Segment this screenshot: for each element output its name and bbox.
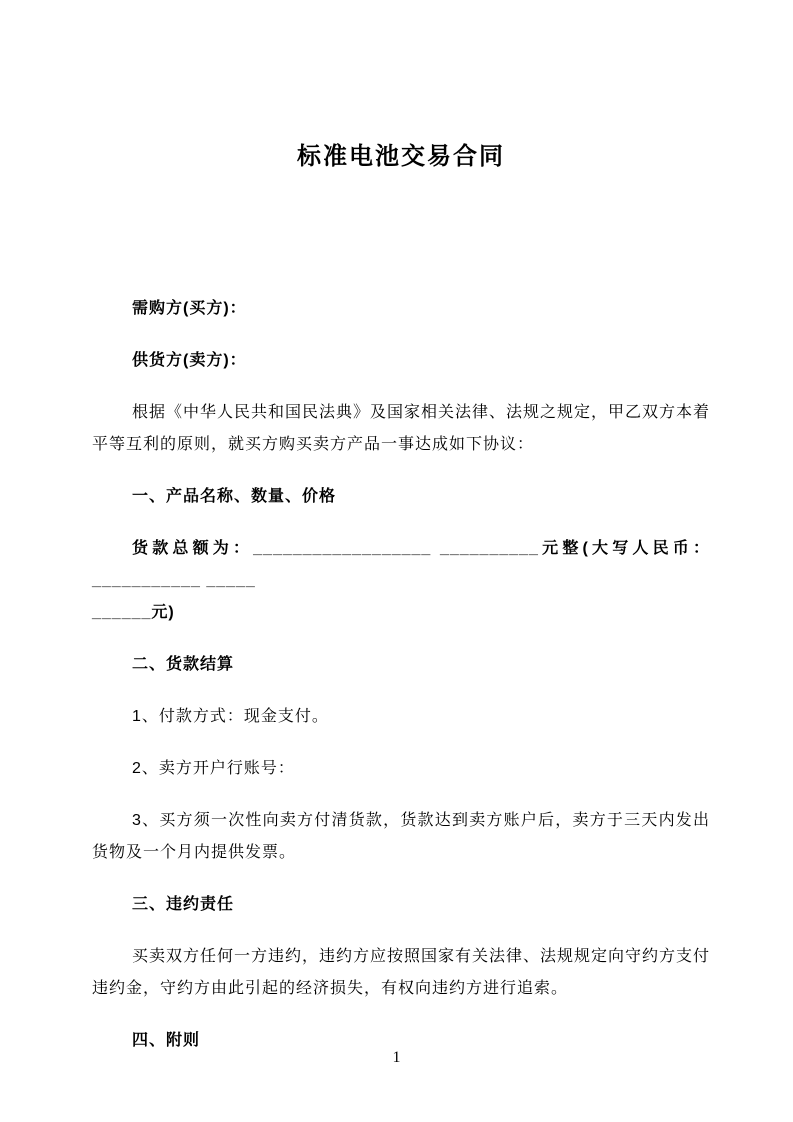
- payment-method-item: 1、付款方式：现金支付。: [132, 708, 329, 725]
- section-3-heading: 三、违约责任: [132, 896, 235, 913]
- document-title: 标准电池交易合同: [297, 143, 505, 170]
- page-number: 1: [392, 1049, 401, 1066]
- section-2-heading: 二、货款结算: [132, 656, 235, 673]
- total-amount-line-1: 货款总额为：__________________ __________元整(大写人民币：___________ _____: [92, 540, 710, 589]
- total-amount-paragraph: [92, 533, 710, 629]
- payment-terms-item: 3、买方须一次性向卖方付清货款，货款达到卖方账户后，卖方于三天内发出货物及一个月内提供发票。: [92, 812, 710, 861]
- buyer-party-label: 需购方(买方)：: [132, 300, 247, 317]
- section-1-heading: 一、产品名称、数量、价格: [132, 488, 337, 505]
- seller-party-label: 供货方(卖方)：: [132, 352, 247, 369]
- preamble-paragraph: 根据《中华人民共和国民法典》及国家相关法律、法规之规定，甲乙双方本着平等互利的原则，就买方购买卖方产品一事达成如下协议：: [92, 404, 711, 453]
- breach-liability-paragraph: 买卖双方任何一方违约，违约方应按照国家有关法律、法规规定向守约方支付违约金，守约方由此引起的经济损失，有权向违约方进行追索。: [92, 948, 711, 997]
- total-amount-line-2: ______元): [92, 604, 175, 621]
- section-4-heading: 四、附则: [132, 1032, 201, 1049]
- seller-bank-account-item: 2、卖方开户行账号：: [132, 760, 295, 777]
